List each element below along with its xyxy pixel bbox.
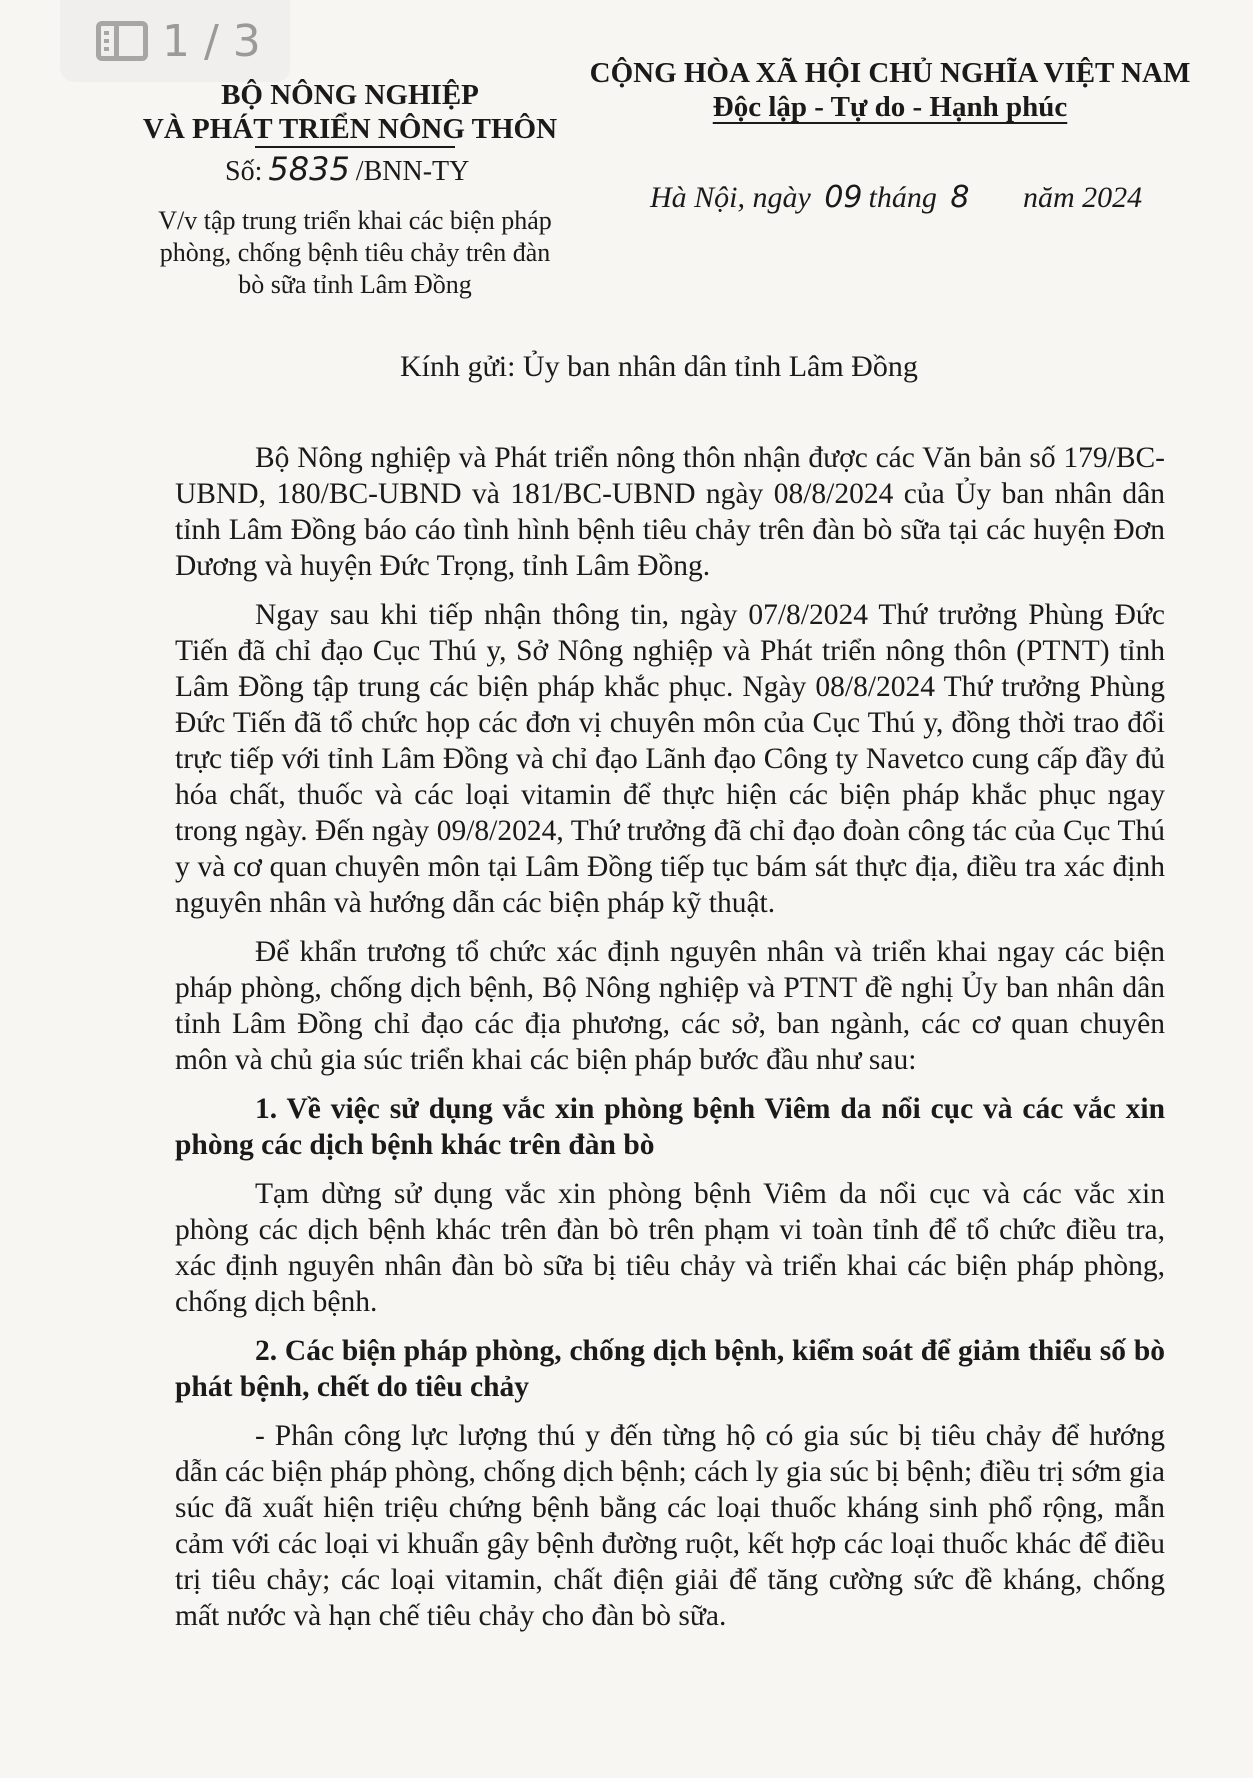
country-name: CỘNG HÒA XÃ HỘI CHỦ NGHĨA VIỆT NAM — [589, 57, 1191, 89]
paragraph: Để khẩn trương tổ chức xác định nguyên nhân và triển khai ngay các biện pháp phòng, chống dịch bệnh, Bộ Nông nghiệp và PTNT đề nghị Ủy ban nhân dân tỉnh Lâm Đồng chỉ đạo các địa phương, các sở, ban ngành, các cơ quan chuyên môn và chủ gia súc triển khai các biện pháp bước đầu như sau: — [175, 936, 1165, 1076]
handwritten-number: 5835 — [268, 150, 350, 188]
paragraph: - Phân công lực lượng thú y đến từng hộ có gia súc bị tiêu chảy để hướng dẫn các biện pháp phòng, chống dịch bệnh; cách ly gia súc bị bệnh; điều trị sớm gia súc đã xuất hiện triệu chứng bệnh bằng các loại thuốc kháng sinh phổ rộng, mẫn cảm với các loại vi khuẩn gây bệnh đường ruột, kết hợp các loại thuốc khác để điều trị tiêu chảy; các loại vitamin, chất điện giải để tăng cường sức đề kháng, chống mất nước và hạn chế tiêu chảy cho đàn bò sữa. — [175, 1420, 1165, 1632]
agency-line-1: BỘ NÔNG NGHIỆP — [221, 79, 479, 111]
section-heading: 1. Về việc sử dụng vắc xin phòng bệnh Viêm da nổi cục và các vắc xin phòng các dịch bệnh khác trên đàn bò — [175, 1093, 1165, 1161]
paragraph: Tạm dừng sử dụng vắc xin phòng bệnh Viêm da nổi cục và các vắc xin phòng các dịch bệnh khác trên đàn bò trên phạm vi toàn tỉnh để tổ chức điều tra, xác định nguyên nhân đàn bò sữa bị tiêu chảy và triển khai các biện pháp phòng, chống dịch bệnh. — [175, 1178, 1165, 1318]
agency-underline — [255, 146, 455, 148]
agency-line-2: VÀ PHÁT TRIỂN NÔNG THÔN — [142, 113, 558, 145]
handwritten-day: 09 — [824, 180, 863, 215]
handwritten-month: 8 — [950, 180, 970, 215]
document-subject: V/v tập trung triển khai các biện pháp phòng, chống bệnh tiêu chảy trên đàn bò sữa tỉnh Lâm Đồng — [158, 206, 552, 299]
paragraph: Ngay sau khi tiếp nhận thông tin, ngày 07/8/2024 Thứ trưởng Phùng Đức Tiến đã chỉ đạo Cục Thú y, Sở Nông nghiệp và Phát triển nông thôn (PTNT) tỉnh Lâm Đồng tập trung các biện pháp khắc phục. Ngày 08/8/2024 Thứ trưởng Phùng Đức Tiến đã tổ chức họp các đơn vị chuyên môn của Cục Thú y, đồng thời trao đổi trực tiếp với tỉnh Lâm Đồng và chỉ đạo Lãnh đạo Công ty Navetco cung cấp đầy đủ hóa chất, thuốc và các loại vitamin để thực hiện các biện pháp khắc phục ngay trong ngày. Đến ngày 09/8/2024, Thứ trưởng đã chỉ đạo đoàn công tác của Cục Thú y và cơ quan chuyên môn tại Lâm Đồng tiếp tục bám sát thực địa, điều tra xác định nguyên nhân và hướng dẫn các biện pháp kỹ thuật. — [175, 599, 1165, 919]
document-number: Số: 5835 /BNN-TY — [225, 150, 470, 188]
issuing-agency — [140, 78, 560, 146]
paragraph: Bộ Nông nghiệp và Phát triển nông thôn nhận được các Văn bản số 179/BC-UBND, 180/BC-UBND và 181/BC-UBND ngày 08/8/2024 của Ủy ban nhân dân tỉnh Lâm Đồng báo cáo tình hình bệnh tiêu chảy trên đàn bò sữa tại các huyện Đơn Dương và huyện Đức Trọng, tỉnh Lâm Đồng. — [175, 442, 1165, 582]
national-header — [580, 56, 1200, 124]
place-date: Hà Nội, ngày 09 tháng 8 năm 2024 — [650, 180, 1143, 215]
recipient-line: Kính gửi: Ủy ban nhân dân tỉnh Lâm Đồng — [400, 350, 918, 383]
sidebar-toggle-icon[interactable] — [96, 21, 148, 61]
page-count: 1 / 3 — [162, 15, 261, 67]
document-body — [175, 440, 1165, 1647]
national-motto: Độc lập - Tự do - Hạnh phúc — [712, 91, 1068, 123]
page-indicator[interactable] — [60, 0, 290, 82]
section-heading: 2. Các biện pháp phòng, chống dịch bệnh, kiểm soát để giảm thiểu số bò phát bệnh, chết do tiêu chảy — [175, 1335, 1165, 1403]
